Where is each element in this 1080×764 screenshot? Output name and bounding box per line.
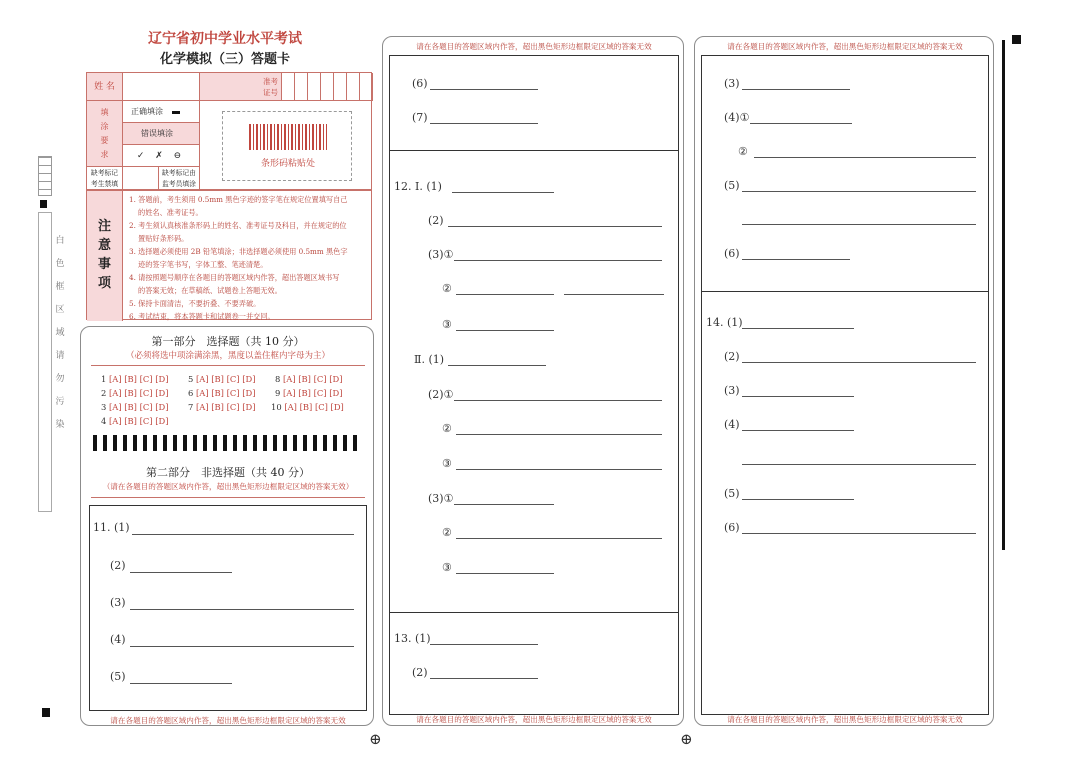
side-char-7: 勿 bbox=[55, 374, 65, 384]
choice-q1[interactable] bbox=[101, 374, 168, 384]
exam-title: 辽宁省初中学业水平考试 bbox=[148, 31, 302, 47]
q12-line-10[interactable] bbox=[454, 504, 554, 505]
q14-label-1: 14. (1) bbox=[706, 316, 743, 329]
notice-title-1: 注 bbox=[97, 219, 111, 234]
fill-requirement-label bbox=[87, 101, 123, 167]
col3-answer-frame bbox=[701, 55, 989, 715]
corner-mark-top-right bbox=[1012, 35, 1021, 44]
q12-line-2[interactable] bbox=[448, 226, 662, 227]
col3-label-4b: ② bbox=[738, 145, 748, 158]
choice-q6[interactable] bbox=[188, 388, 255, 398]
side-char-9: 染 bbox=[55, 420, 65, 430]
notice-line-5: 3. 选择题必须使用 2B 铅笔填涂；非选择题必须使用 0.5mm 黑色字 bbox=[129, 247, 348, 256]
col3-bottom-note: 请在各题目的答题区域内作答，超出黑色矩形边框限定区域的答案无效 bbox=[727, 715, 963, 724]
fill-char-1: 填 bbox=[100, 108, 109, 117]
q12-line-6[interactable] bbox=[448, 365, 546, 366]
q-options[interactable]: [A] [B] [C] [D] bbox=[109, 374, 169, 384]
q13-label-2: (2) bbox=[412, 666, 428, 679]
q-options[interactable]: [A] [B] [C] [D] bbox=[196, 374, 256, 384]
q13-label-1: 13. (1) bbox=[394, 632, 431, 645]
timing-marks bbox=[93, 435, 363, 451]
side-char-1: 白 bbox=[55, 236, 65, 246]
side-strip-text bbox=[53, 230, 67, 437]
name-field[interactable] bbox=[123, 73, 199, 101]
q-num: 9 bbox=[275, 388, 281, 398]
col3-line-3[interactable] bbox=[742, 89, 850, 90]
absent-mark-box[interactable] bbox=[123, 167, 159, 191]
q14-line-2[interactable] bbox=[742, 362, 976, 363]
col3-label-5: (5) bbox=[724, 179, 740, 192]
col3-line-5[interactable] bbox=[742, 191, 976, 192]
q14-line-4[interactable] bbox=[742, 430, 854, 431]
absent-right-2: 监考员填涂 bbox=[162, 180, 196, 188]
registration-mark-1: ⊕ bbox=[369, 730, 382, 748]
q12-label-8: ② bbox=[442, 422, 452, 435]
q11-line-1[interactable] bbox=[132, 534, 354, 535]
barcode-label: 条形码粘贴处 bbox=[260, 159, 315, 169]
fill-char-3: 要 bbox=[100, 136, 109, 145]
wrong-fill-marks: ✓ ✗ ⊖ bbox=[136, 151, 186, 161]
col3-divider-1 bbox=[702, 291, 988, 292]
col2-bottom-note: 请在各题目的答题区域内作答，超出黑色矩形边框限定区域的答案无效 bbox=[416, 715, 652, 724]
absent-right-1: 缺考标记由 bbox=[162, 169, 196, 177]
side-char-2: 色 bbox=[55, 259, 65, 269]
q-options[interactable]: [A] [B] [C] [D] bbox=[283, 388, 343, 398]
ticket-label-1: 准考 bbox=[263, 77, 278, 86]
side-char-4: 区 bbox=[55, 305, 65, 315]
q11-label-1: 11. (1) bbox=[93, 521, 130, 534]
q-options[interactable]: [A] [B] [C] [D] bbox=[196, 388, 256, 398]
q12-label-3: (3)① bbox=[428, 248, 454, 261]
col3-line-4b[interactable] bbox=[754, 157, 976, 158]
ticket-label-2: 证号 bbox=[263, 88, 278, 97]
q12-label-6: Ⅱ. (1) bbox=[414, 353, 445, 366]
col3-top-note: 请在各题目的答题区域内作答，超出黑色矩形边框限定区域的答案无效 bbox=[727, 42, 963, 51]
ticket-number-grid[interactable] bbox=[281, 73, 373, 101]
notice-line-8: 的答案无效；在草稿纸、试题卷上答题无效。 bbox=[138, 286, 282, 295]
barcode-dashed-box bbox=[222, 111, 352, 181]
q-options[interactable]: [A] [B] [C] [D] bbox=[283, 374, 343, 384]
q11-label-3: (3) bbox=[110, 596, 126, 609]
notice-line-10: 6. 考试结束，将本答题卡和试题卷一并交回。 bbox=[129, 312, 275, 321]
q-num: 7 bbox=[188, 402, 194, 412]
card-subtitle: 化学模拟（三）答题卡 bbox=[159, 52, 290, 67]
q13-line-2[interactable] bbox=[430, 678, 538, 679]
col2-label-6: (6) bbox=[412, 77, 428, 90]
choice-q9[interactable] bbox=[275, 388, 342, 398]
choice-q7[interactable] bbox=[188, 402, 255, 412]
notice-line-6: 迹的签字笔书写，字体工整、笔迹清楚。 bbox=[138, 260, 268, 269]
column-2 bbox=[382, 36, 684, 726]
q-num: 6 bbox=[188, 388, 194, 398]
q12-label-9: ③ bbox=[442, 457, 452, 470]
q11-label-2: (2) bbox=[110, 559, 126, 572]
col2-divider-2 bbox=[390, 612, 678, 613]
q12-line-1[interactable] bbox=[452, 192, 554, 193]
q12-line-8[interactable] bbox=[456, 434, 662, 435]
q12-line-11[interactable] bbox=[456, 538, 662, 539]
q14-line-5[interactable] bbox=[742, 499, 854, 500]
corner-mark-bottom-left bbox=[42, 708, 50, 717]
right-edge-bar bbox=[1002, 40, 1005, 550]
q11-label-4: (4) bbox=[110, 633, 126, 646]
q14-label-2: (2) bbox=[724, 350, 740, 363]
side-strip-lower bbox=[38, 212, 52, 512]
part1-instruction: （必须将选中项涂满涂黑，黑度以盖住框内字母为主） bbox=[125, 351, 330, 361]
col1-bottom-note: 请在各题目的答题区域内作答，超出黑色矩形边框限定区域的答案无效 bbox=[110, 716, 346, 725]
part2-instruction: （请在各题目的答题区域内作答，超出黑色矩形边框限定区域的答案无效） bbox=[102, 482, 354, 491]
q12-line-5[interactable] bbox=[456, 330, 554, 331]
barcode-icon bbox=[249, 124, 327, 150]
q11-line-2[interactable] bbox=[130, 572, 232, 573]
q11-line-5[interactable] bbox=[130, 683, 232, 684]
col2-line-6[interactable] bbox=[430, 89, 538, 90]
notice-line-4: 置贴好条形码。 bbox=[138, 234, 189, 243]
side-char-3: 框 bbox=[55, 282, 65, 292]
notice-line-7: 4. 请按照题号顺序在各题目的答题区域内作答，超出答题区域书写 bbox=[129, 273, 340, 282]
side-char-8: 污 bbox=[55, 397, 65, 407]
col2-divider-1 bbox=[390, 150, 678, 151]
q12-label-2: (2) bbox=[428, 214, 444, 227]
col3-label-3: (3) bbox=[724, 77, 740, 90]
q12-label-12: ③ bbox=[442, 561, 452, 574]
q12-label-7: (2)① bbox=[428, 388, 454, 401]
q13-line-1[interactable] bbox=[430, 644, 538, 645]
q12-line-3[interactable] bbox=[454, 260, 662, 261]
part2-title: 第二部分 非选择题（共 40 分） bbox=[146, 466, 310, 479]
column-3 bbox=[694, 36, 994, 726]
notice-title-2: 意 bbox=[97, 238, 111, 253]
q-options[interactable]: [A] [B] [C] [D] bbox=[109, 402, 169, 412]
q11-label-5: (5) bbox=[110, 670, 126, 683]
barcode-area bbox=[199, 101, 373, 191]
q14-line-1[interactable] bbox=[742, 328, 854, 329]
q11-answer-frame bbox=[89, 505, 367, 711]
part1-title: 第一部分 选择题（共 10 分） bbox=[151, 335, 305, 348]
q12-label-5: ③ bbox=[442, 318, 452, 331]
notice-line-3: 2. 考生须认真核准条形码上的姓名、准考证号及科目，并在规定的位 bbox=[129, 221, 347, 230]
choice-q5[interactable] bbox=[188, 374, 255, 384]
col3-label-4: (4)① bbox=[724, 111, 750, 124]
q14-label-6: (6) bbox=[724, 521, 740, 534]
q12-label-4: ② bbox=[442, 282, 452, 295]
correct-fill-label: 正确填涂 bbox=[131, 107, 163, 116]
info-block bbox=[86, 72, 372, 190]
notice-title-3: 事 bbox=[97, 257, 111, 272]
q-num: 8 bbox=[275, 374, 281, 384]
q12-label-10: (3)① bbox=[428, 492, 454, 505]
q12-label-11: ② bbox=[442, 526, 452, 539]
q-num: 2 bbox=[101, 388, 107, 398]
choice-q8[interactable] bbox=[275, 374, 342, 384]
col3-line-4[interactable] bbox=[750, 123, 852, 124]
q14-line-4b[interactable] bbox=[742, 464, 976, 465]
absent-left-2: 考生禁填 bbox=[90, 180, 119, 188]
col2-line-7[interactable] bbox=[430, 123, 538, 124]
absent-left-1: 缺考标记 bbox=[90, 169, 119, 177]
q14-label-4: (4) bbox=[724, 418, 740, 431]
correct-fill-sample bbox=[172, 111, 180, 114]
side-char-6: 请 bbox=[55, 351, 65, 361]
fill-char-2: 涂 bbox=[100, 122, 109, 131]
side-strip bbox=[38, 156, 52, 196]
corner-mark-left-mid bbox=[40, 200, 47, 208]
q-num: 4 bbox=[101, 416, 107, 426]
side-char-5: 域 bbox=[55, 328, 65, 338]
q-options[interactable]: [A] [B] [C] [D] bbox=[109, 388, 169, 398]
q-num: 5 bbox=[188, 374, 194, 384]
q14-line-6[interactable] bbox=[742, 533, 976, 534]
notice-title-4: 项 bbox=[97, 276, 111, 291]
wrong-fill-row bbox=[123, 123, 199, 145]
part1-divider bbox=[91, 365, 365, 366]
choice-q3[interactable] bbox=[101, 402, 168, 412]
q12-line-9[interactable] bbox=[456, 469, 662, 470]
q-options[interactable]: [A] [B] [C] [D] bbox=[109, 416, 169, 426]
q12-line-7[interactable] bbox=[454, 400, 662, 401]
q12-line-4b[interactable] bbox=[564, 294, 664, 295]
q-num: 1 bbox=[101, 374, 107, 384]
q12-label-1: 12. Ⅰ. (1) bbox=[394, 180, 442, 193]
col2-top-note: 请在各题目的答题区域内作答，超出黑色矩形边框限定区域的答案无效 bbox=[416, 42, 652, 51]
absent-mark-right bbox=[159, 167, 199, 191]
name-label-cell bbox=[87, 73, 123, 101]
q11-line-4[interactable] bbox=[130, 646, 354, 647]
q12-line-12[interactable] bbox=[456, 573, 554, 574]
part-sections-box bbox=[80, 326, 374, 726]
choice-q4[interactable] bbox=[101, 416, 168, 426]
col3-line-5b[interactable] bbox=[742, 224, 976, 225]
wrong-fill-samples bbox=[123, 145, 199, 167]
q14-label-3: (3) bbox=[724, 384, 740, 397]
col2-answer-frame bbox=[389, 55, 679, 715]
notice-line-1: 1. 答题前，考生须用 0.5mm 黑色字迹的签字笔在规定位置填写自己 bbox=[129, 195, 348, 204]
q-num: 10 bbox=[271, 402, 282, 412]
col3-label-6: (6) bbox=[724, 247, 740, 260]
notice-block bbox=[86, 190, 372, 320]
notice-lines bbox=[129, 193, 369, 323]
absent-mark-left bbox=[87, 167, 123, 191]
fill-char-4: 求 bbox=[100, 150, 109, 159]
name-label: 姓 名 bbox=[94, 82, 115, 92]
part2-divider bbox=[91, 497, 365, 498]
q12-line-4a[interactable] bbox=[456, 294, 554, 295]
q11-line-3[interactable] bbox=[130, 609, 354, 610]
notice-title-cell bbox=[87, 191, 123, 321]
q14-label-5: (5) bbox=[724, 487, 740, 500]
q-num: 3 bbox=[101, 402, 107, 412]
col3-line-6[interactable] bbox=[742, 259, 850, 260]
q-options[interactable]: [A] [B] [C] [D] bbox=[196, 402, 256, 412]
registration-mark-2: ⊕ bbox=[680, 730, 693, 748]
notice-line-2: 的姓名、准考证号。 bbox=[138, 208, 203, 217]
correct-fill-row bbox=[123, 101, 199, 123]
col2-label-7: (7) bbox=[412, 111, 428, 124]
notice-line-9: 5. 保持卡面清洁，不要折叠、不要弄破。 bbox=[129, 299, 261, 308]
choice-q2[interactable] bbox=[101, 388, 168, 398]
wrong-fill-label: 错误填涂 bbox=[141, 129, 173, 138]
q14-line-3[interactable] bbox=[742, 396, 854, 397]
choice-q10[interactable] bbox=[271, 402, 344, 412]
q-options[interactable]: [A] [B] [C] [D] bbox=[284, 402, 344, 412]
